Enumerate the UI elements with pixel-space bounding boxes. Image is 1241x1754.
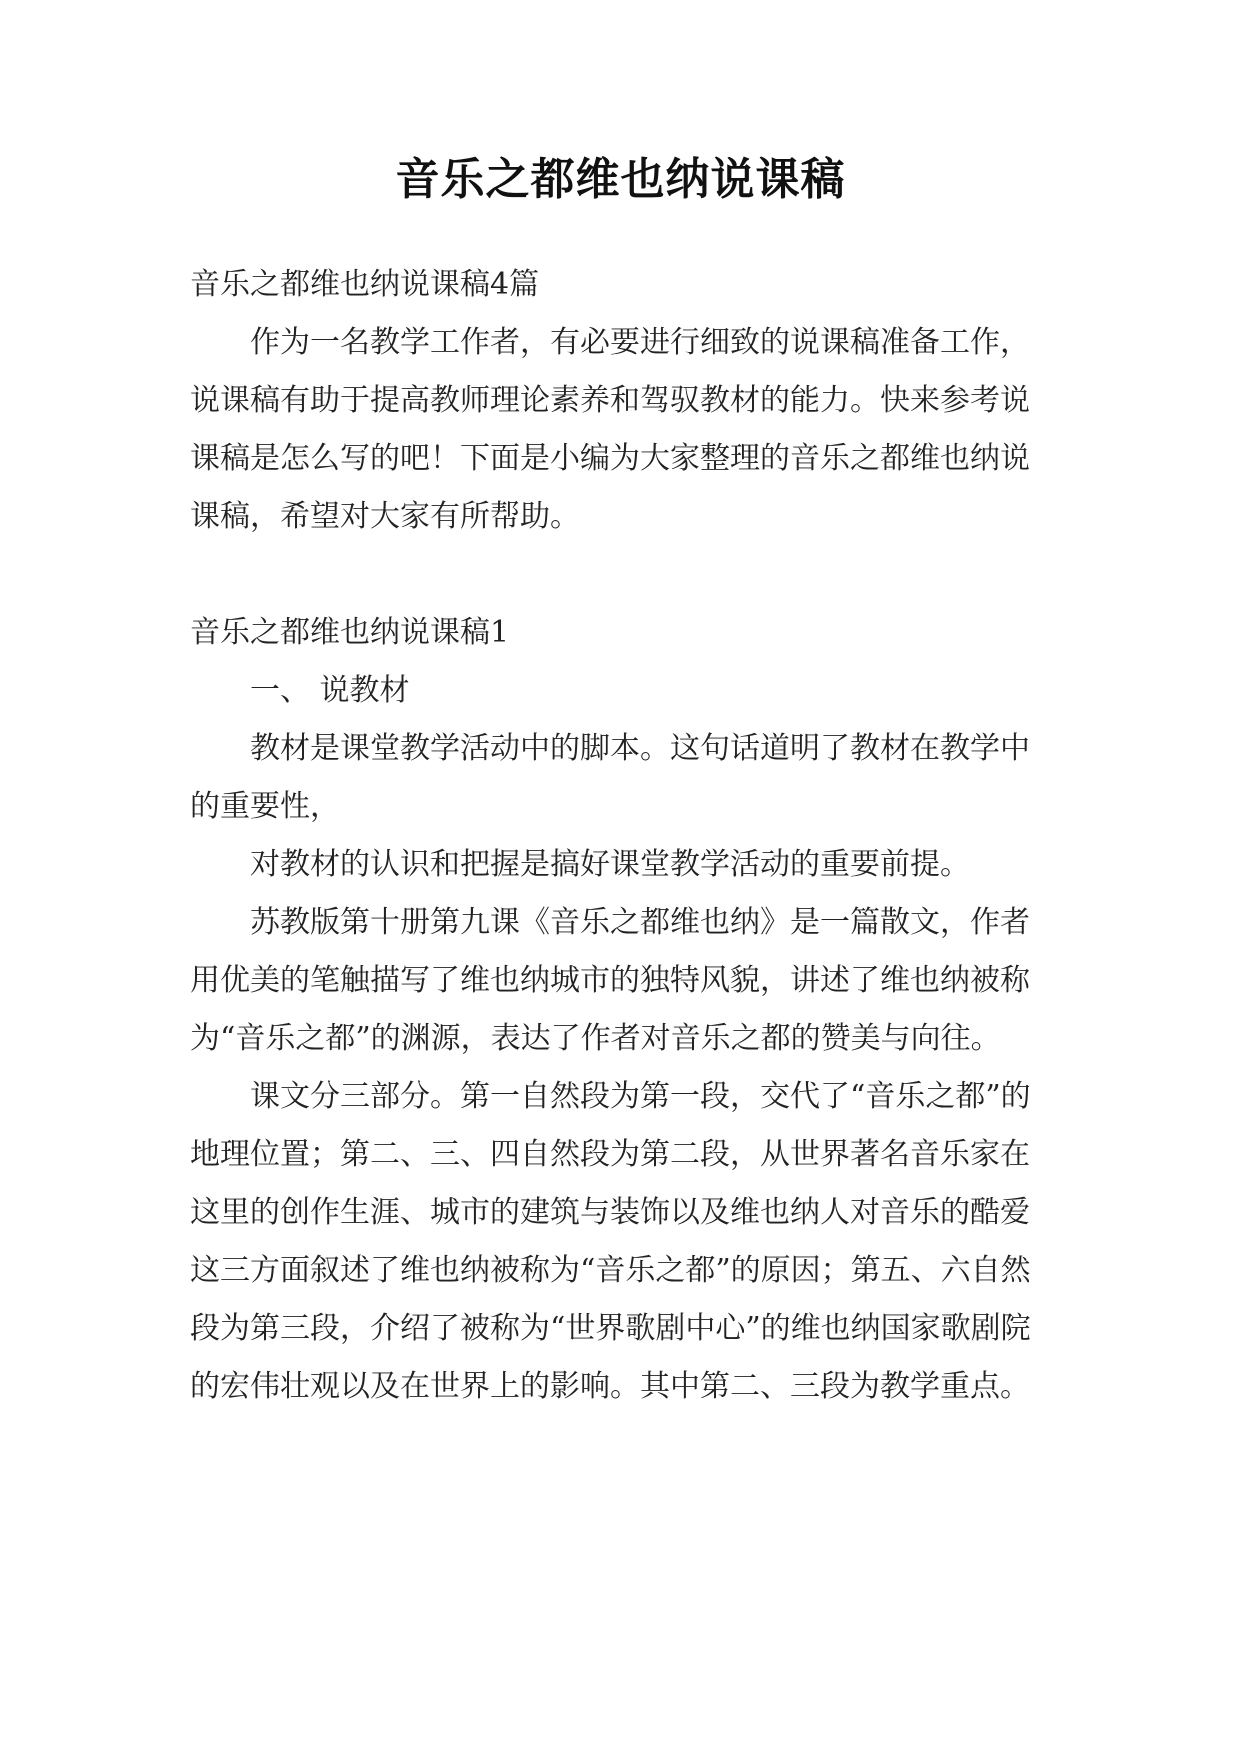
body-paragraph: 对教材的认识和把握是搞好课堂教学活动的重要前提。: [250, 847, 970, 882]
body-paragraph: 苏教版第十册第九课《音乐之都维也纳》是一篇散文，作者用优美的笔触描写了维也纳城市的独特风貌，讲述了维也纳被称为“音乐之都”的渊源，表达了作者对音乐之都的赞美与向往。: [190, 905, 1030, 1056]
body-paragraph: 课文分三部分。第一自然段为第一段，交代了“音乐之都”的地理位置；第二、三、四自然段为第二段，从世界著名音乐家在这里的创作生涯、城市的建筑与装饰以及维也纳人对音乐的酷爱这三方面叙述了维也纳被称为“音乐之都”的原因；第五、六自然段为第三段，介绍了被称为“世界歌剧中心”的维也纳国家歌剧院的宏伟壮观以及在世界上的影响。其中第二、三段为教学重点。: [190, 1079, 1031, 1404]
body-paragraph: 教材是课堂教学活动中的脚本。这句话道明了教材在教学中的重要性，: [190, 731, 1030, 824]
document-subtitle: 音乐之都维也纳说课稿4篇: [190, 267, 540, 302]
intro-paragraph: 作为一名教学工作者，有必要进行细致的说课稿准备工作，说课稿有助于提高教师理论素养和驾驭教材的能力。快来参考说课稿是怎么写的吧！下面是小编为大家整理的音乐之都维也纳说课稿，希望对大家有所帮助。: [190, 325, 1030, 534]
part-heading: 一、 说教材: [250, 673, 410, 708]
document-body: [190, 256, 1050, 1416]
document-title: 音乐之都维也纳说课稿: [395, 154, 846, 205]
spacer: [190, 546, 1050, 604]
section-heading: 音乐之都维也纳说课稿1: [190, 615, 510, 650]
